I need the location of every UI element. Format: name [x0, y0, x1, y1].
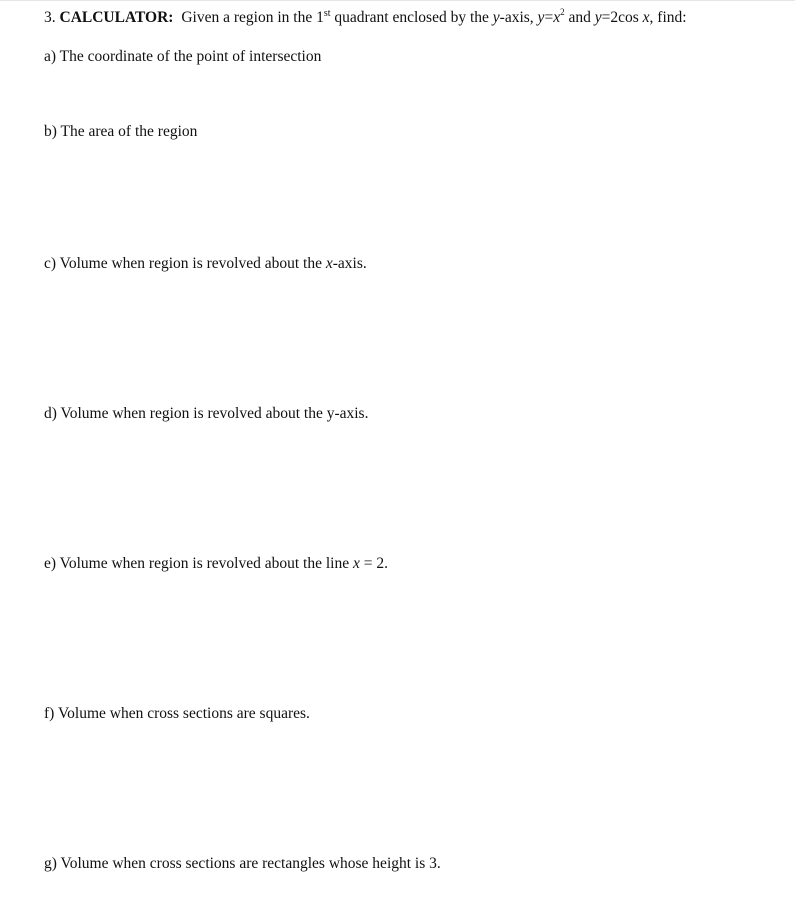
curve-1-exponent: 2: [560, 7, 565, 17]
part-e-label: e): [44, 555, 57, 572]
y-axis-variable: y: [492, 9, 500, 26]
curve-1-equation: [538, 9, 565, 26]
ordinal-suffix: st: [323, 8, 331, 19]
curve-1-lhs: y: [537, 9, 545, 26]
problem-statement: [44, 8, 687, 28]
part-e-variable: x: [352, 555, 360, 572]
problem-text-middle: quadrant enclosed by the: [334, 9, 489, 26]
part-b-text: The area of the region: [60, 123, 198, 140]
part-e: [44, 554, 388, 574]
curve-1-equals: =: [544, 9, 554, 26]
part-e-text: [60, 555, 388, 572]
part-d-text-before: Volume when region is revolved about the: [60, 405, 327, 422]
part-g: [44, 854, 441, 874]
part-d-text-after: -axis.: [334, 405, 369, 422]
part-d-label: d): [44, 405, 57, 422]
part-f-text: Volume when cross sections are squares.: [57, 705, 310, 722]
problem-label: CALCULATOR:: [59, 9, 174, 26]
part-b-label: b): [44, 123, 57, 140]
part-c-text-before: Volume when region is revolved about the: [59, 255, 326, 272]
part-f-label: f): [44, 705, 55, 722]
page-top-edge: [0, 0, 795, 1]
part-a-label: a): [44, 48, 57, 65]
part-c-label: c): [44, 255, 57, 272]
curve-2-lhs: y: [594, 9, 602, 26]
part-d: [44, 404, 368, 424]
problem-ending: , find:: [649, 9, 687, 26]
part-c-variable: x: [325, 255, 333, 272]
curve-2-function: cos: [618, 9, 639, 26]
part-e-text-before: Volume when region is revolved about the line: [59, 555, 353, 572]
part-b: [44, 122, 197, 142]
curve-2-equation: [595, 9, 650, 26]
curve-2-coefficient: 2: [610, 9, 619, 26]
part-d-text: [61, 405, 369, 422]
part-a-text: The coordinate of the point of intersection: [59, 48, 322, 65]
part-c: [44, 254, 367, 274]
part-c-text: [60, 255, 367, 272]
part-g-text: Volume when cross sections are rectangles whose height is 3.: [60, 855, 441, 872]
part-d-variable: y: [326, 405, 335, 422]
y-axis-suffix: -axis,: [499, 9, 534, 26]
and-text: and: [568, 9, 591, 26]
part-a: [44, 47, 321, 67]
curve-2-equals: =: [601, 9, 611, 26]
problem-text-start: Given a region in the 1: [181, 9, 324, 26]
part-e-text-after: = 2.: [359, 555, 388, 572]
problem-number: 3.: [44, 9, 56, 26]
part-f: [44, 704, 310, 724]
part-c-text-after: -axis.: [332, 255, 367, 272]
part-g-label: g): [44, 855, 57, 872]
curve-2-variable: x: [642, 9, 650, 26]
curve-1-base: x: [553, 9, 561, 26]
